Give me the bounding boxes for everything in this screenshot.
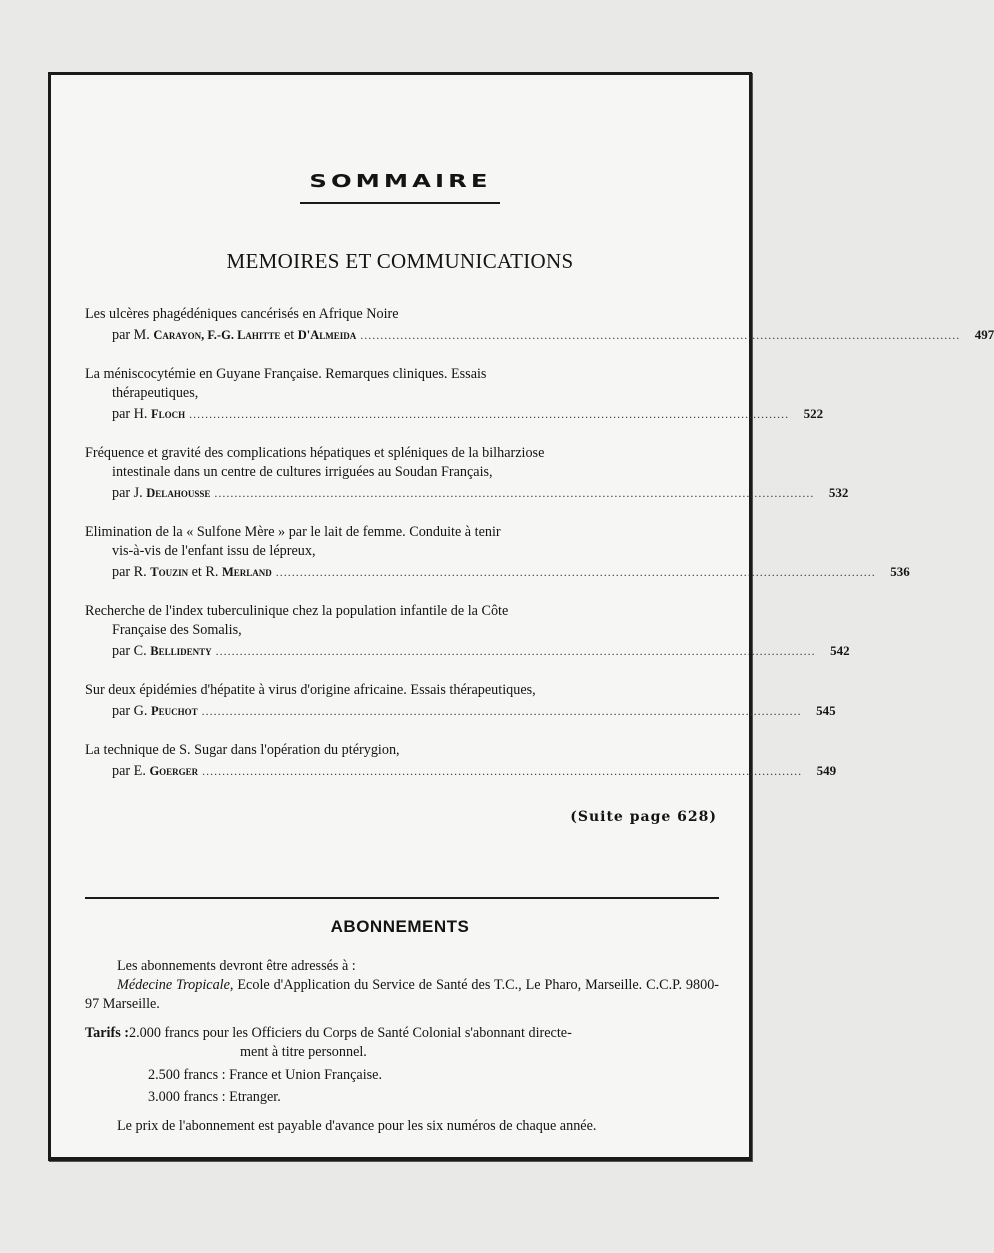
entry-author: par G. Peuchot — [112, 703, 198, 719]
entry-title: Les ulcères phagédéniques cancérisés en Afrique Noire — [85, 306, 399, 322]
entry-author-line — [85, 483, 849, 503]
entry-author-line — [85, 641, 850, 661]
toc-entry[interactable] — [85, 305, 994, 345]
toc-entry[interactable] — [85, 602, 850, 661]
entry-page: 545 — [816, 703, 836, 718]
abonnements-title: ABONNEMENTS — [330, 917, 470, 936]
entry-page: 542 — [830, 643, 850, 658]
dot-leader: ...................................................................................................................................................... — [275, 565, 876, 579]
toc-entry[interactable] — [85, 741, 837, 781]
entry-title-continued: Française des Somalis, — [112, 622, 242, 638]
entry-author: par J. Delahousse — [112, 485, 211, 501]
entry-author-line — [85, 404, 824, 424]
tarif-france: 2.500 francs : France et Union Française. — [148, 1067, 383, 1083]
entry-author: par E. Goerger — [112, 763, 199, 779]
dot-leader: ...................................................................................................................................................... — [360, 328, 961, 342]
dot-leader: ...................................................................................................................................................... — [201, 704, 802, 718]
tarifs-block — [85, 1024, 719, 1043]
entry-author: par H. Floch — [112, 406, 186, 422]
abonnements-address: Médecine Tropicale, Ecole d'Application du Service de Santé des T.C., Le Pharo, Marseille. C.C.P. 9800-97 Marseille. — [85, 977, 720, 1012]
sommaire-underline — [300, 202, 500, 204]
sommaire-heading — [51, 171, 749, 204]
entry-title: La technique de S. Sugar dans l'opération du ptérygion, — [85, 742, 400, 758]
sommaire-title: SOMMAIRE — [308, 171, 492, 192]
journal-name: Médecine Tropicale — [117, 977, 230, 993]
entry-title: Fréquence et gravité des complications hépatiques et spléniques de la bilharziose — [85, 445, 545, 461]
section-divider — [85, 897, 719, 899]
table-of-contents — [85, 305, 994, 801]
entry-author-line — [85, 325, 994, 345]
entry-author-line — [85, 761, 837, 781]
tarif-etranger: 3.000 francs : Etranger. — [148, 1089, 281, 1105]
entry-page: 532 — [828, 485, 849, 500]
dot-leader: ...................................................................................................................................................... — [214, 486, 815, 500]
entry-author: par C. Bellidenty — [112, 643, 212, 659]
abonnements-section — [85, 957, 719, 1136]
entry-title: La méniscocytémie en Guyane Française. Remarques cliniques. Essais — [85, 366, 487, 382]
entry-title: Recherche de l'index tuberculinique chez la population infantile de la Côte — [85, 603, 509, 619]
entry-title-continued: vis-à-vis de l'enfant issu de lépreux, — [112, 543, 316, 559]
abonnements-intro: Les abonnements devront être adressés à : — [117, 958, 356, 974]
tarif-officers: 2.000 francs pour les Officiers du Corps de Santé Colonial s'abonnant directe- — [129, 1025, 572, 1041]
entry-author: par R. Touzin et R. Merland — [112, 564, 272, 580]
toc-entry[interactable] — [85, 444, 849, 503]
entry-page: 536 — [890, 564, 910, 579]
entry-title: Elimination de la « Sulfone Mère » par le lait de femme. Conduite à tenir — [85, 524, 501, 540]
suite-note: (Suite page 628) — [570, 809, 717, 825]
abonnements-closing: Le prix de l'abonnement est payable d'avance pour les six numéros de chaque année. — [117, 1118, 597, 1134]
entry-page: 549 — [816, 763, 837, 778]
entry-author: par M. Carayon, F.-G. Lahitte et D'Almeida — [112, 327, 357, 343]
entry-title-continued: thérapeutiques, — [112, 385, 199, 401]
entry-author-line — [85, 701, 836, 721]
page-frame — [48, 72, 994, 1161]
entry-page: 522 — [803, 406, 824, 421]
entry-title-continued: intestinale dans un centre de cultures irriguées au Soudan Français, — [112, 464, 493, 480]
tarif-officers-continued: ment à titre personnel. — [240, 1044, 367, 1060]
toc-entry[interactable] — [85, 681, 836, 721]
tarifs-label: Tarifs : — [85, 1025, 130, 1041]
toc-entry[interactable] — [85, 523, 910, 582]
entry-title: Sur deux épidémies d'hépatite à virus d'origine africaine. Essais thérapeutiques, — [85, 682, 536, 698]
entry-author-line — [85, 562, 910, 582]
dot-leader: ...................................................................................................................................................... — [189, 407, 790, 421]
dot-leader: ...................................................................................................................................................... — [202, 764, 803, 778]
toc-entry[interactable] — [85, 365, 824, 424]
entry-page: 497 — [974, 327, 994, 342]
section-title: MEMOIRES ET COMMUNICATIONS — [226, 249, 574, 273]
dot-leader: ...................................................................................................................................................... — [215, 644, 816, 658]
